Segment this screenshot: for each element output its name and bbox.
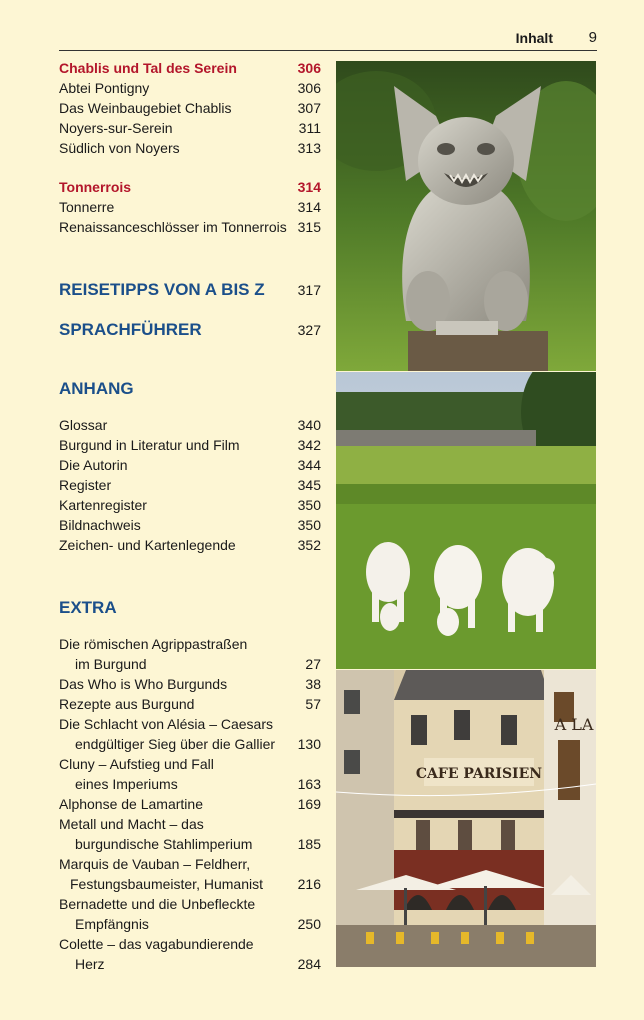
toc-extra-line[interactable]: burgundische Stahlimperium 185 [75,836,321,852]
toc-entry[interactable]: Renaissanceschlösser im Tonnerrois 315 [59,219,321,235]
toc-extra-line[interactable]: Colette – das vagabundierende [59,936,254,952]
toc-entry[interactable]: Kartenregister 350 [59,497,321,513]
toc-extra-line[interactable]: im Burgund 27 [75,656,321,672]
toc-entry[interactable]: Burgund in Literatur und Film 342 [59,437,321,453]
toc-extra-line[interactable]: Die römischen Agrippastraßen [59,636,248,652]
toc-extra-line[interactable]: Alphonse de Lamartine 169 [59,796,321,812]
cafe-sign-text: CAFE PARISIEN [415,766,543,782]
toc-chapter-tonnerrois[interactable]: Tonnerrois 314 [59,179,321,195]
toc-section-reisetipps[interactable]: REISETIPPS VON A BIS Z 317 [59,280,321,299]
toc-extra-line[interactable]: Das Who is Who Burgunds 38 [59,676,321,692]
toc-extra-line[interactable]: eines Imperiums 163 [75,776,321,792]
gargoyle-photo [336,61,596,371]
running-header [59,28,597,51]
toc-entry[interactable]: Zeichen- und Kartenlegende 352 [59,537,321,553]
toc-extra-line[interactable]: Festungsbaumeister, Humanist 216 [70,876,321,892]
toc-chapter-chablis[interactable]: Chablis und Tal des Serein 306 [59,60,321,76]
toc-section-extra: EXTRA [59,598,117,617]
toc-entry[interactable]: Glossar 340 [59,417,321,433]
shop-sign-text: A LA [554,715,594,734]
toc-extra-line[interactable]: Cluny – Aufstieg und Fall [59,756,214,772]
section-title: Inhalt [515,30,553,46]
toc-section-anhang: ANHANG [59,379,134,398]
toc-extra-line[interactable]: Empfängnis 250 [75,916,321,932]
toc-extra-line[interactable]: Herz 284 [75,956,321,972]
toc-extra-line[interactable]: Marquis de Vauban – Feldherr, [59,856,251,872]
toc-entry[interactable]: Tonnerre 314 [59,199,321,215]
toc-extra-line[interactable]: Die Schlacht von Alésia – Caesars [59,716,273,732]
toc-extra-line[interactable]: Rezepte aus Burgund 57 [59,696,321,712]
toc-extra-line[interactable]: Bernadette und die Unbefleckte [59,896,256,912]
cafe-parisien-photo [336,670,596,967]
toc-extra-line[interactable]: Metall und Macht – das [59,816,204,832]
toc-entry[interactable]: Noyers-sur-Serein 311 [59,120,321,136]
toc-entry[interactable]: Register 345 [59,477,321,493]
toc-extra-line[interactable]: endgültiger Sieg über die Gallier 130 [75,736,321,752]
toc-entry[interactable]: Das Weinbaugebiet Chablis 307 [59,100,321,116]
toc-entry[interactable]: Südlich von Noyers 313 [59,140,321,156]
toc-entry[interactable]: Die Autorin 344 [59,457,321,473]
toc-section-sprachfuehrer[interactable]: SPRACHFÜHRER 327 [59,320,321,339]
page-number: 9 [588,29,597,46]
toc-entry[interactable]: Bildnachweis 350 [59,517,321,533]
cows-photo [336,372,596,669]
toc-entry[interactable]: Abtei Pontigny 306 [59,80,321,96]
